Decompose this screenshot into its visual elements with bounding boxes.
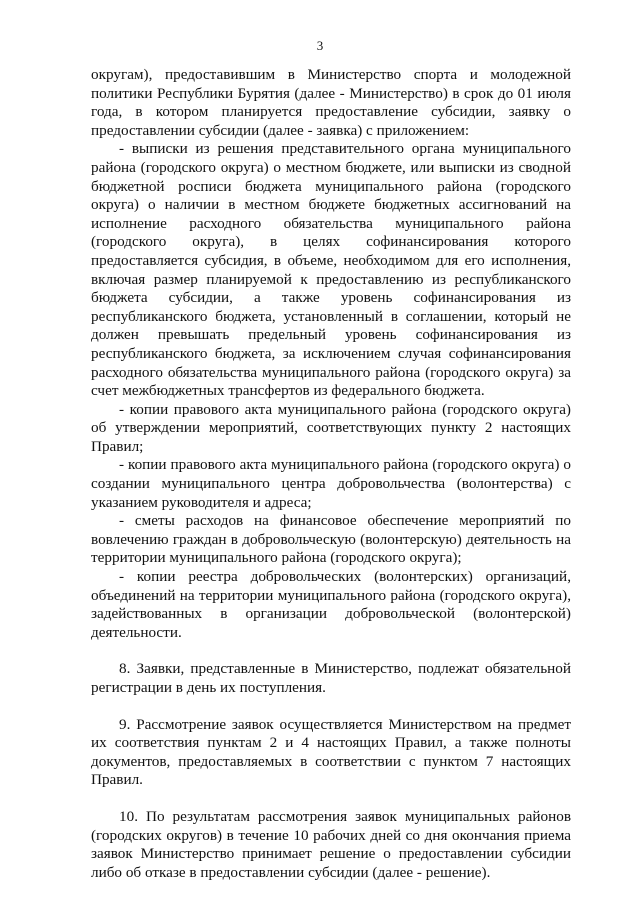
paragraph-expense-estimate: - сметы расходов на финансовое обеспечение мероприятий по вовлечению граждан в добровольческую (волонтерскую) деятельность на территории муниципального района (городского округа); xyxy=(91,512,571,567)
paragraph-budget-extract: - выписки из решения представительного органа муниципального района (городского округа) о местном бюджете, или выписки из сводной бюджетной росписи бюджета муниципального района (городского округа) о наличии в местном бюджете бюджетных ассигнований на исполнение расходного обязательства муниципального района (городского округа), в целях софинансирования которого предоставляется субсидия, в объеме, необходимом для его исполнения, включая размер планируемой к предоставлению из республиканского бюджета субсидии, а также уровень софинансирования из республиканского бюджета, установленный в соглашении, который не должен превышать предельный уровень софинансирования из республиканского бюджета, за исключением случая софинансирования расходного обязательства муниципального района (городского округа) за счет межбюджетных трансфертов из федерального бюджета. xyxy=(91,140,571,400)
paragraph-item-9: 9. Рассмотрение заявок осуществляется Министерством на предмет их соответствия пунктам 2 и 4 настоящих Правил, а также полноты документов, предоставляемых в соответствии с пунктом 7 настоящих Правил. xyxy=(91,715,571,789)
paragraph-item-8: 8. Заявки, представленные в Министерство, подлежат обязательной регистрации в день их поступления. xyxy=(91,660,571,696)
document-body xyxy=(91,66,571,882)
paragraph-legal-act-volunteer-center: - копии правового акта муниципального района (городского округа) о создании муниципального центра добровольчества (волонтерства) с указанием руководителя и адреса; xyxy=(91,456,571,511)
page-number: 3 xyxy=(316,38,324,53)
paragraph-continuation: округам), предоставившим в Министерство спорта и молодежной политики Республики Бурятия (далее - Министерство) в срок до 01 июля года, в котором планируется предоставление субсидии, заявку о предоставлении субсидии (далее - заявка) с приложением: xyxy=(91,66,571,139)
paragraph-legal-act-measures: - копии правового акта муниципального района (городского округа) об утверждении мероприятий, соответствующих пункту 2 настоящих Правил; xyxy=(91,400,571,455)
paragraph-registry-copy: - копии реестра добровольческих (волонтерских) организаций, объединений на территории муниципального района (городского округа), задействованных в организации добровольческой (волонтерской) деятельности. xyxy=(91,568,571,641)
paragraph-item-10: 10. По результатам рассмотрения заявок муниципальных районов (городских округов) в течение 10 рабочих дней со дня окончания приема заявок Министерство принимает решение о предоставлении субсидии либо об отказе в предоставлении субсидии (далее - решение). xyxy=(91,807,571,881)
